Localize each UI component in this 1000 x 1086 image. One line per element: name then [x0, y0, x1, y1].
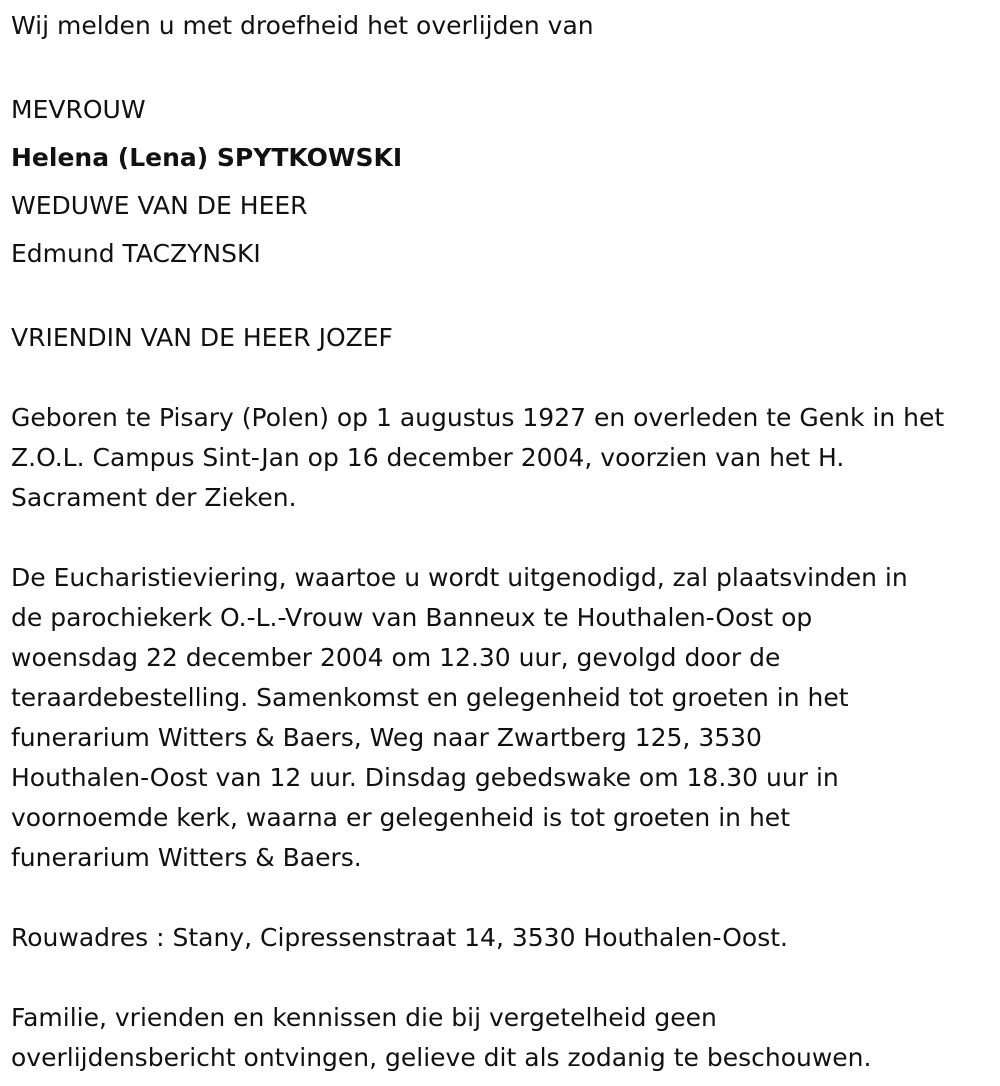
service-paragraph-line: funerarium Witters & Baers.: [11, 843, 362, 872]
title-text: MEVROUW: [11, 95, 146, 124]
spacer: [11, 278, 990, 318]
husband-name: Edmund TACZYNSKI: [11, 239, 261, 268]
deceased-name: Helena (Lena) SPYTKOWSKI: [11, 143, 403, 172]
spacer: [11, 878, 990, 918]
service-paragraph: [11, 558, 990, 878]
spacer: [11, 518, 990, 558]
widow-line: WEDUWE VAN DE HEER: [11, 191, 308, 220]
service-paragraph-line: De Eucharistieviering, waartoe u wordt uitgenodigd, zal plaatsvinden in: [11, 563, 908, 592]
birth-paragraph: [11, 398, 990, 518]
friend-line: VRIENDIN VAN DE HEER JOZEF: [11, 323, 393, 352]
spacer: [11, 958, 990, 998]
birth-paragraph-line: Sacrament der Zieken.: [11, 483, 297, 512]
closing-paragraph-line: overlijdensbericht ontvingen, gelieve dit als zodanig te beschouwen.: [11, 1043, 872, 1072]
service-paragraph-line: funerarium Witters & Baers, Weg naar Zwartberg 125, 3530: [11, 723, 762, 752]
service-paragraph-line: teraardebestelling. Samenkomst en gelegenheid tot groeten in het: [11, 683, 849, 712]
birth-paragraph-line: Geboren te Pisary (Polen) op 1 augustus 1927 en overleden te Genk in het: [11, 403, 945, 432]
spacer: [11, 46, 990, 86]
spacer: [11, 358, 990, 398]
birth-paragraph-line: Z.O.L. Campus Sint-Jan op 16 december 2004, voorzien van het H.: [11, 443, 845, 472]
service-paragraph-line: de parochiekerk O.-L.-Vrouw van Banneux te Houthalen-Oost op: [11, 603, 813, 632]
closing-paragraph-line: Familie, vrienden en kennissen die bij vergetelheid geen: [11, 1003, 717, 1032]
service-paragraph-line: woensdag 22 december 2004 om 12.30 uur, gevolgd door de: [11, 643, 781, 672]
intro-text: Wij melden u met droefheid het overlijden van: [11, 11, 594, 40]
service-paragraph-line: voornoemde kerk, waarna er gelegenheid is tot groeten in het: [11, 803, 790, 832]
mourning-address: Rouwadres : Stany, Cipressenstraat 14, 3530 Houthalen-Oost.: [11, 923, 788, 952]
service-paragraph-line: Houthalen-Oost van 12 uur. Dinsdag gebedswake om 18.30 uur in: [11, 763, 839, 792]
closing-paragraph: [11, 998, 990, 1078]
